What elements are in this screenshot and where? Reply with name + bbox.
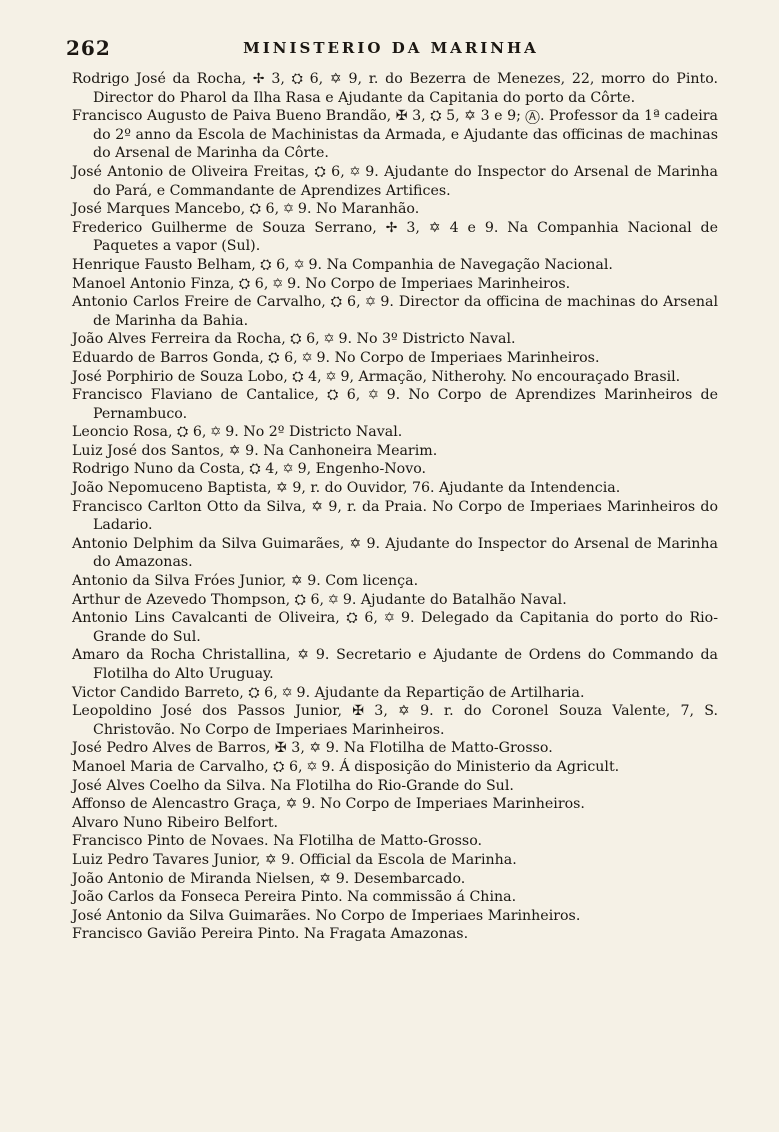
running-head-title: MINISTERIO DA MARINHA bbox=[243, 39, 539, 57]
list-item: Alvaro Nuno Ribeiro Belfort. bbox=[72, 814, 279, 831]
list-item: Leoncio Rosa, ⛭ 6, ✡ 9. No 2º Districto Naval. bbox=[72, 424, 403, 441]
page-header bbox=[66, 36, 716, 62]
list-item: João Alves Ferreira da Rocha, ⛭ 6, ✡ 9. No 3º Districto Naval. bbox=[72, 331, 516, 348]
list-item: Antonio Lins Cavalcanti de Oliveira, ⛭ 6, ✡ 9. Delegado da Capitania do porto do Rio-Grande do Sul. bbox=[72, 610, 718, 645]
list-item: Eduardo de Barros Gonda, ⛭ 6, ✡ 9. No Corpo de Imperiaes Marinheiros. bbox=[72, 349, 600, 366]
list-item: Manoel Maria de Carvalho, ⛭ 6, ✡ 9. Á disposição do Ministerio da Agricult. bbox=[72, 758, 620, 775]
page-number: 262 bbox=[66, 36, 111, 60]
list-item: José Marques Mancebo, ⛭ 6, ✡ 9. No Maranhão. bbox=[72, 201, 420, 218]
entry-list bbox=[72, 70, 718, 944]
list-item: Antonio Delphim da Silva Guimarães, ✡ 9. Ajudante do Inspector do Arsenal de Marinha do Amazonas. bbox=[72, 535, 718, 571]
list-item: Rodrigo Nuno da Costa, ⛭ 4, ✡ 9, Engenho-Novo. bbox=[72, 461, 427, 478]
list-item: Francisco Pinto de Novaes. Na Flotilha de Matto-Grosso. bbox=[72, 833, 482, 850]
list-item: Francisco Carlton Otto da Silva, ✡ 9, r. da Praia. No Corpo de Imperiaes Marinheiros do Ladario. bbox=[72, 498, 718, 534]
list-item: José Antonio da Silva Guimarães. No Corpo de Imperiaes Marinheiros. bbox=[72, 907, 581, 924]
list-item: Victor Candido Barreto, ⛭ 6, ✡ 9. Ajudante da Repartição de Artilharia. bbox=[72, 684, 585, 701]
list-item: Manoel Antonio Finza, ⛭ 6, ✡ 9. No Corpo de Imperiaes Marinheiros. bbox=[72, 275, 571, 292]
list-item: Leopoldino José dos Passos Junior, ✠ 3, ✡ 9. r. do Coronel Souza Valente, 7, S. Christovão. No Corpo de Imperiaes Marinheiros. bbox=[72, 703, 718, 738]
list-item: Frederico Guilherme de Souza Serrano, ✢ 3, ✡ 4 e 9. Na Companhia Nacional de Paquetes a vapor (Sul). bbox=[72, 219, 718, 255]
list-item: Arthur de Azevedo Thompson, ⛭ 6, ✡ 9. Ajudante do Batalhão Naval. bbox=[72, 591, 567, 608]
list-item: Antonio da Silva Fróes Junior, ✡ 9. Com licença. bbox=[72, 573, 419, 590]
list-item: Affonso de Alencastro Graça, ✡ 9. No Corpo de Imperiaes Marinheiros. bbox=[72, 796, 585, 813]
list-item: Francisco Augusto de Paiva Bueno Brandão, ✠ 3, ⛭ 5, ✡ 3 e 9; Ⓐ. Professor da 1ª cadeira do 2º anno da Escola de Machinistas da Armada, e Ajudante das officinas de machinas do Arsenal de Marinha da Côrte. bbox=[72, 108, 718, 162]
list-item: Antonio Carlos Freire de Carvalho, ⛭ 6, ✡ 9. Director da officina de machinas do Arsenal de Marinha da Bahia. bbox=[72, 294, 718, 329]
list-item: João Carlos da Fonseca Pereira Pinto. Na commissão á China. bbox=[72, 889, 517, 906]
list-item: José Pedro Alves de Barros, ✠ 3, ✡ 9. Na Flotilha de Matto-Grosso. bbox=[72, 740, 553, 757]
list-item: João Nepomuceno Baptista, ✡ 9, r. do Ouvidor, 76. Ajudante da Intendencia. bbox=[72, 480, 621, 497]
list-item: Luiz José dos Santos, ✡ 9. Na Canhoneira Mearim. bbox=[72, 442, 438, 459]
list-item: Luiz Pedro Tavares Junior, ✡ 9. Official da Escola de Marinha. bbox=[72, 851, 517, 868]
list-item: Amaro da Rocha Christallina, ✡ 9. Secretario e Ajudante de Ordens do Commando da Flotilha do Alto Uruguay. bbox=[72, 647, 718, 682]
list-item: José Porphirio de Souza Lobo, ⛭ 4, ✡ 9, Armação, Nitherohy. No encouraçado Brasil. bbox=[72, 368, 681, 385]
list-item: José Antonio de Oliveira Freitas, ⛭ 6, ✡ 9. Ajudante do Inspector do Arsenal de Marinha do Pará, e Commandante de Aprendizes Artifices. bbox=[72, 163, 718, 199]
list-item: Francisco Gavião Pereira Pinto. Na Fragata Amazonas. bbox=[72, 926, 469, 943]
list-item: Rodrigo José da Rocha, ✢ 3, ⛭ 6, ✡ 9, r. do Bezerra de Menezes, 22, morro do Pinto. Director do Pharol da Ilha Rasa e Ajudante da Capitania do porto da Côrte. bbox=[72, 71, 718, 106]
list-item: João Antonio de Miranda Nielsen, ✡ 9. Desembarcado. bbox=[72, 870, 466, 887]
list-item: Francisco Flaviano de Cantalice, ⛭ 6, ✡ 9. No Corpo de Aprendizes Marinheiros de Pernambuco. bbox=[72, 387, 718, 422]
list-item: José Alves Coelho da Silva. Na Flotilha do Rio-Grande do Sul. bbox=[72, 777, 514, 794]
list-item: Henrique Fausto Belham, ⛭ 6, ✡ 9. Na Companhia de Navegação Nacional. bbox=[72, 256, 613, 273]
